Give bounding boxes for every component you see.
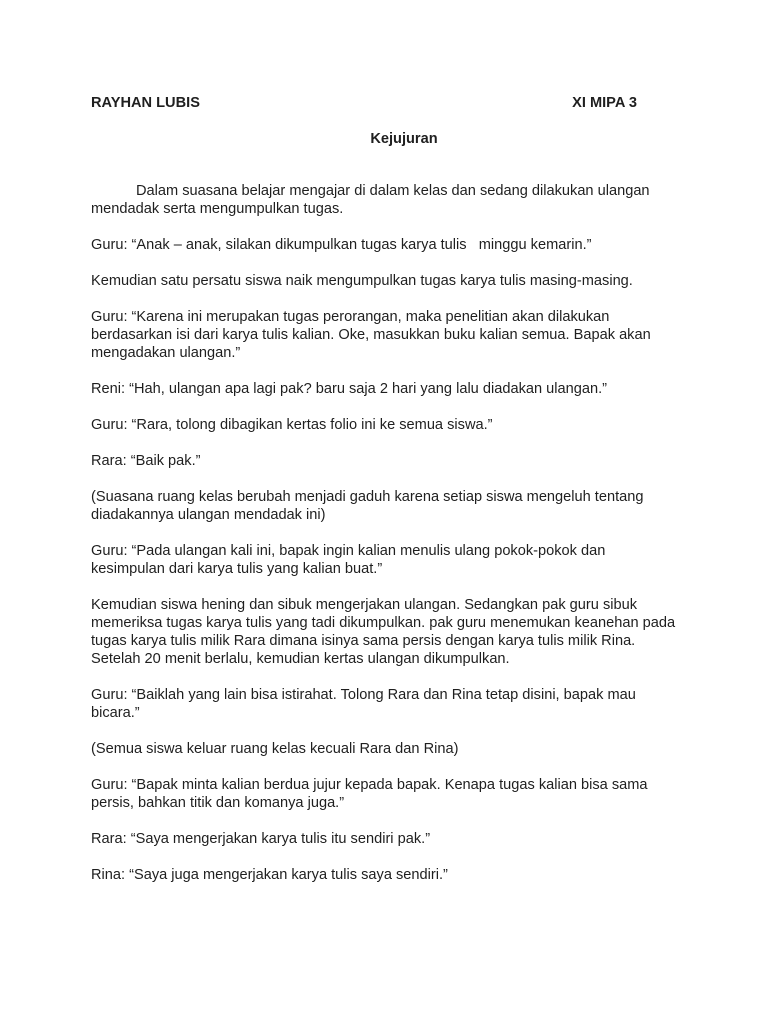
paragraph: Rara: “Baik pak.” [91,453,201,469]
paragraph: (Suasana ruang kelas berubah menjadi gaduh karena setiap siswa mengeluh tentang diadakannya ulangan mendadak ini) [91,489,648,523]
document-title: Kejujuran [370,131,438,147]
author-name: RAYHAN LUBIS [91,95,200,111]
paragraph: Guru: “Anak – anak, silakan dikumpulkan tugas karya tulis minggu kemarin.” [91,237,592,253]
class-label: XI MIPA 3 [572,95,637,111]
paragraph: Guru: “Baiklah yang lain bisa istirahat. Tolong Rara dan Rina tetap disini, bapak mau bicara.” [91,687,640,721]
paragraph-intro: Dalam suasana belajar mengajar di dalam kelas dan sedang dilakukan ulangan mendadak serta mengumpulkan tugas. [91,183,654,217]
paragraph: Kemudian siswa hening dan sibuk mengerjakan ulangan. Sedangkan pak guru sibuk memeriksa tugas karya tulis yang tadi dikumpulkan. pak guru menemukan keanehan pada tugas karya tulis milik Rara dimana isinya sama persis dengan karya tulis milik Rina. Setelah 20 menit berlalu, kemudian kertas ulangan dikumpulkan. [91,597,680,667]
paragraph: Guru: “Pada ulangan kali ini, bapak ingin kalian menulis ulang pokok-pokok dan kesimpulan dari karya tulis yang kalian buat.” [91,543,610,577]
paragraph: Guru: “Karena ini merupakan tugas perorangan, maka penelitian akan dilakukan berdasarkan isi dari karya tulis kalian. Oke, masukkan buku kalian semua. Bapak akan mengadakan ulangan.” [91,309,655,361]
paragraph: Kemudian satu persatu siswa naik mengumpulkan tugas karya tulis masing-masing. [91,273,633,289]
paragraph: Guru: “Rara, tolong dibagikan kertas folio ini ke semua siswa.” [91,417,493,433]
paragraph: (Semua siswa keluar ruang kelas kecuali Rara dan Rina) [91,741,459,757]
paragraph: Rara: “Saya mengerjakan karya tulis itu sendiri pak.” [91,831,431,847]
paragraph: Rina: “Saya juga mengerjakan karya tulis saya sendiri.” [91,867,448,883]
paragraph: Reni: “Hah, ulangan apa lagi pak? baru saja 2 hari yang lalu diadakan ulangan.” [91,381,608,397]
document-body [91,182,681,902]
paragraph: Guru: “Bapak minta kalian berdua jujur kepada bapak. Kenapa tugas kalian bisa sama persis, bahkan titik dan komanya juga.” [91,777,652,811]
document-header [91,94,637,112]
